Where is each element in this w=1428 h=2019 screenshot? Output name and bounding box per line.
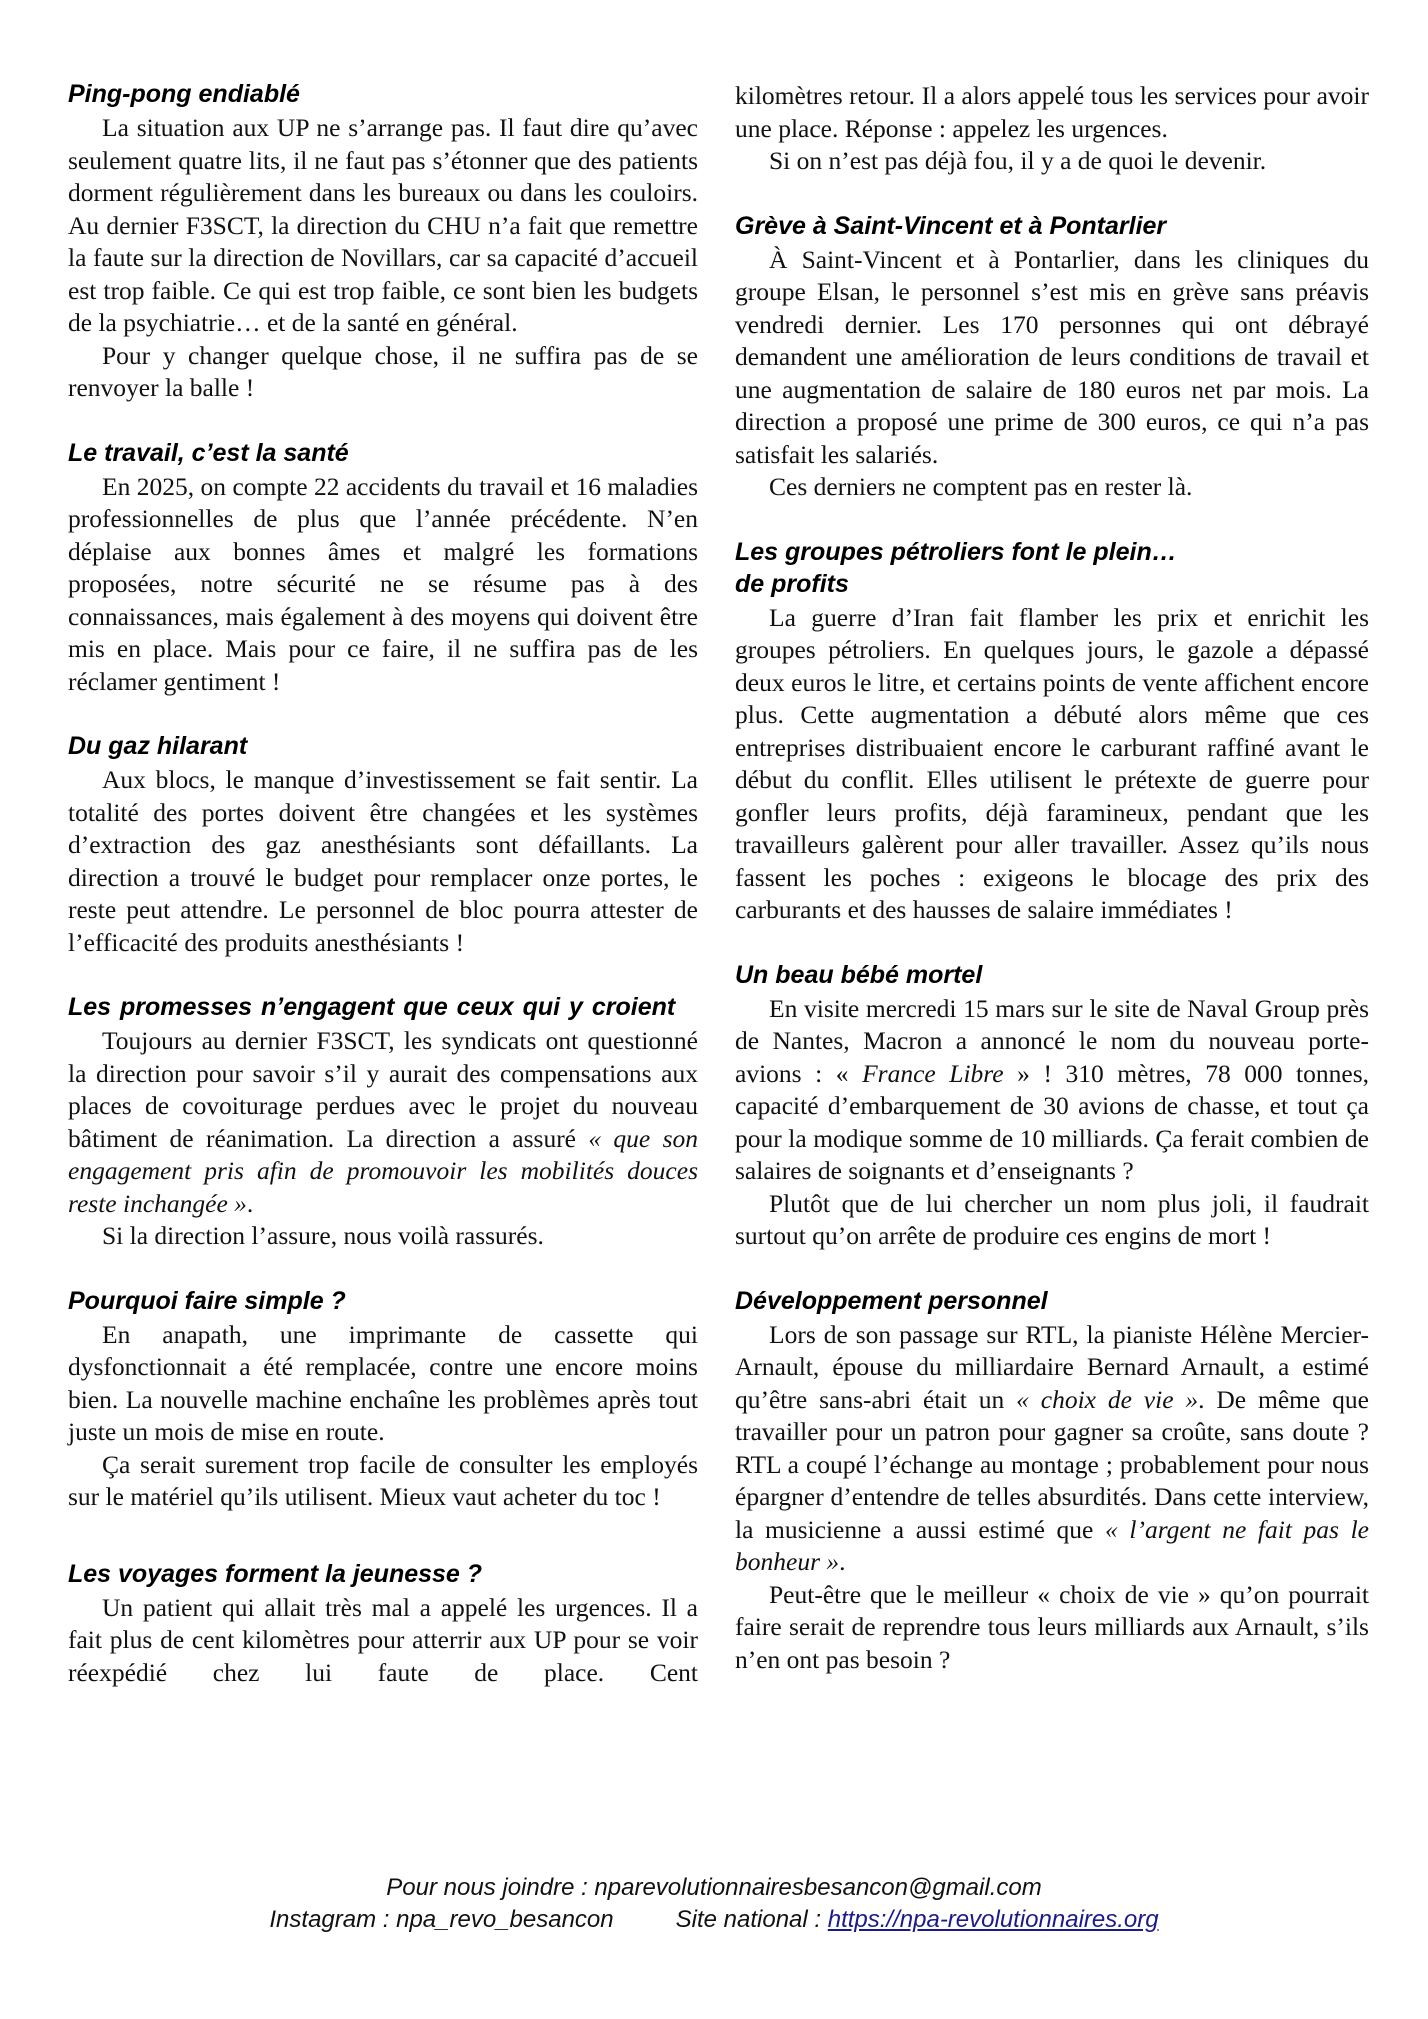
article-title: Ping-pong endiablé — [68, 80, 300, 108]
article-petroliers — [735, 536, 1369, 927]
site-link[interactable]: https://npa-revolutionnaires.org — [827, 1906, 1159, 1933]
article-title: Grève à Saint-Vincent et à Pontarlier — [735, 211, 1167, 240]
article-title — [735, 536, 1369, 600]
contact-label: Pour nous joindre : — [386, 1874, 595, 1901]
article-paragraph — [735, 1319, 1369, 1579]
article-title: Un beau bébé mortel — [735, 960, 983, 989]
article-developpement — [735, 1285, 1369, 1677]
ship-name: France Libre — [862, 1058, 1004, 1088]
article-paragraph: Ça serait surement trop facile de consulter les employés sur le matériel qu’ils utilisent. Mieux vaut acheter du toc ! — [68, 1449, 698, 1511]
article-paragraph: En anapath, une imprimante de cassette qui dysfonctionnait a été remplacée, contre une encore moins bien. La nouvelle machine enchaîne les problèmes après tout juste un mois de mise en route. — [68, 1319, 698, 1446]
site-label: Site national : — [675, 1906, 828, 1933]
footer-line-contact — [0, 1872, 1428, 1904]
article-paragraph: La situation aux UP ne s’arrange pas. Il faut dire qu’avec seulement quatre lits, il ne faut pas s’étonner que des patients dorment régulièrement dans les bureaux ou dans les couloirs. Au dernier F3SCT, la direction du CHU n’a fait que remettre la faute sur la direction de Novillars, car sa capacité d’accueil est trop faible. Ce qui est trop faible, ce sont bien les budgets de la psychiatrie… et de la santé en général. — [68, 113, 698, 337]
article-travail-sante — [68, 437, 698, 699]
article-promesses — [68, 991, 698, 1253]
paragraph-text: . De même que travailler pour un patron pour gagner sa croûte, sans doute ? RTL a coupé l’échange au montage ; probablement pour nous épargner d’entendre de telles absurdités. Dans cette interview, la musicienne a aussi estimé que — [735, 1384, 1369, 1544]
article-paragraph — [68, 1025, 698, 1220]
article-paragraph — [735, 993, 1369, 1188]
article-paragraph: Peut-être que le meilleur « choix de vie » qu’on pourrait faire serait de reprendre tous leurs milliards aux Arnault, s’ils n’en ont pas besoin ? — [735, 1579, 1369, 1674]
right-column — [735, 80, 1369, 1708]
article-paragraph: À Saint-Vincent et à Pontarlier, dans les cliniques du groupe Elsan, le personnel s’est mis en grève sans préavis vendredi dernier. Les 170 personnes qui ont débrayé demandent une amélioration de leurs conditions de travail et une augmentation de salaire de 180 euros net par mois. La direction a proposé une prime de 300 euros, ce qui n’a pas satisfait les salariés. — [735, 244, 1369, 469]
footer-contact — [0, 1872, 1428, 1936]
quote-text: « l’argent ne fait pas le bonheur » — [735, 1514, 1369, 1576]
article-bebe-mortel — [735, 959, 1369, 1253]
title-line: Les groupes pétroliers font le plein… — [735, 537, 1177, 566]
article-title: Pourquoi faire simple ? — [68, 1286, 346, 1315]
paragraph-text: . — [246, 1188, 254, 1218]
paragraph-text: Lors de son passage sur RTL, la pianiste Hélène Mercier-Arnault, épouse du milliardaire Bernard Arnault, a estimé qu’être sans-abri était un — [735, 1319, 1369, 1414]
article-paragraph: La guerre d’Iran fait flamber les prix et enrichit les groupes pétroliers. En quelques jours, le gazole a dépassé deux euros le litre, et certains points de vente affichent encore plus. Cette augmentation a débuté alors même que ces entreprises distribuaient encore le carburant raffiné avant le début du conflit. Elles utilisent le prétexte de guerre pour gonfler leurs profits, déjà faramineux, pendant que les travailleurs galèrent pour aller travailler. Assez qu’ils nous fassent les poches : exigeons le blocage des prix des carburants et des hausses de salaire immédiates ! — [735, 602, 1369, 924]
article-title: Le travail, c’est la santé — [68, 438, 349, 467]
article-paragraph: En 2025, on compte 22 accidents du travail et 16 maladies professionnelles de plus que l’année précédente. N’en déplaise aux bonnes âmes et malgré les formations proposées, notre sécurité ne se résume pas à des connaissances, mais également à des moyens qui doivent être mis en place. Mais pour ce faire, il ne suffira pas de les réclamer gentiment ! — [68, 471, 698, 696]
left-column — [68, 78, 698, 1721]
article-voyages — [68, 1558, 698, 1690]
quote-text: « choix de vie » — [1016, 1384, 1199, 1414]
article-title: Les voyages forment la jeunesse ? — [68, 1559, 483, 1588]
article-paragraph: Si la direction l’assure, nous voilà rassurés. — [102, 1221, 544, 1250]
article-paragraph: Ces derniers ne comptent pas en rester là. — [769, 472, 1193, 501]
article-paragraph: Plutôt que de lui chercher un nom plus joli, il faudrait surtout qu’on arrête de produire ces engins de mort ! — [735, 1188, 1369, 1250]
contact-email[interactable]: nparevolutionnairesbesancon@gmail.com — [594, 1874, 1042, 1901]
article-paragraph: Aux blocs, le manque d’investissement se fait sentir. La totalité des portes doivent être changées et les systèmes d’extraction des gaz anesthésiants sont défaillants. La direction a trouvé le budget pour remplacer onze portes, le reste peut attendre. Le personnel de bloc pourra attester de l’efficacité des produits anesthésiants ! — [68, 765, 698, 957]
paragraph-text: . — [839, 1547, 846, 1576]
article-paragraph: Un patient qui allait très mal a appelé les urgences. Il a fait plus de cent kilomètres pour atterrir aux UP pour se voir réexpédié chez lui faute de place. Cent — [68, 1592, 698, 1687]
quote-text: « que son engagement pris afin de promouvoir les mobilités douces reste inchangée » — [68, 1123, 698, 1218]
footer-line-links — [0, 1904, 1428, 1936]
title-line: de profits — [735, 569, 849, 598]
paragraph-text: Toujours au dernier F3SCT, les syndicats ont questionné la direction pour savoir s’il y aurait des compensations aux places de covoiturage perdues avec le projet du nouveau bâtiment de réanimation. La direction a assuré — [68, 1026, 698, 1153]
paragraph-text: » ! 310 mètres, 78 000 tonnes, capacité d’embarquement de 30 avions de chasse, et tout ça pour la modique somme de 10 milliards. Ça ferait combien de salaires de soignants et d’enseignants ? — [735, 1058, 1370, 1185]
article-greve — [735, 210, 1369, 504]
article-paragraph: Si on n’est pas déjà fou, il y a de quoi le devenir. — [769, 146, 1267, 175]
article-title: Du gaz hilarant — [68, 732, 248, 760]
article-title: Développement personnel — [735, 1286, 1048, 1315]
article-paragraph: kilomètres retour. Il a alors appelé tous les services pour avoir une place. Réponse : appelez les urgences. — [735, 81, 1369, 143]
article-paragraph: Pour y changer quelque chose, il ne suffira pas de se renvoyer la balle ! — [68, 340, 698, 402]
article-title: Les promesses n’engagent que ceux qui y croient — [68, 993, 676, 1021]
instagram-label: Instagram : — [269, 1906, 397, 1933]
article-pourquoi-simple — [68, 1285, 698, 1514]
article-voyages-continuation — [735, 80, 1369, 178]
paragraph-text: En visite mercredi 15 mars sur le site de Naval Group près de Nantes, Macron a annoncé le nom du nouveau porte-avions : « — [735, 993, 1369, 1088]
instagram-handle[interactable]: npa_revo_besancon — [396, 1906, 614, 1933]
article-gaz-hilarant — [68, 730, 698, 959]
article-ping-pong — [68, 78, 698, 405]
